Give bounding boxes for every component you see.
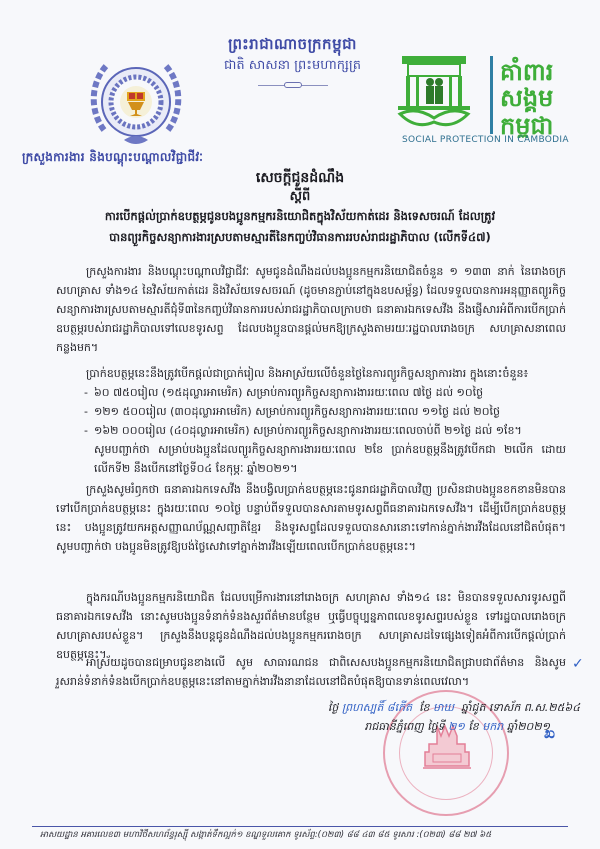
payment-item: - ១៦២ ០០០រៀល (៤០ដុល្លារអាមេរិក) សម្រាប់ការព្យួរកិច្ចសន្យាការងាររយៈពេលចាប់ពី ២១ថ្ងៃ ដល់ ១ខែ។ xyxy=(84,424,522,437)
handwritten-day: ២១ xyxy=(448,720,465,733)
svg-text:សង្គម: សង្គម xyxy=(500,84,554,112)
payment-amount: ១២១ ៥០០រៀល (៣០ដុល្លារអាមេរិក) xyxy=(94,405,252,418)
kingdom-title: ព្រះរាជាណាចក្រកម្ពុជា xyxy=(228,35,357,53)
payment-amount: ១៦២ ០០០រៀល (៤០ដុល្លារអាមេរិក) xyxy=(94,424,250,437)
notice-heading: សេចក្តីជូនដំណឹង xyxy=(255,170,345,186)
payment-item: - ៦០ ៧៥០រៀល (១៥ដុល្លារអាមេរិក) សម្រាប់ការព្យួរកិច្ចសន្យាការងាររយៈពេល ៧ថ្ងៃ ដល់ ១០ថ្ងៃ xyxy=(84,386,484,399)
footer-address: អាសយដ្ឋាន អគារលេខ៣ មហាវិថីសហព័ន្ធរុស្ស៊ី សង្កាត់ទឹកល្អក់១ ខណ្ឌទួលគោក ទូរស័ព្ទ:(០២៣) ៨៨ ៤៣ ៨៥ ទូរសារ :(០២៣) ៨៨ ២៧ ៦៥ xyxy=(40,830,492,840)
paragraph-reminder: ក្រសួងសូមរំឭកថា ធនាគារឯកទេសវីង នឹងបង្វិលប្រាក់ឧបត្ថម្ភនេះជូនរាជរដ្ឋាភិបាលវិញ ប្រសិនជាបងប្អូនខកខានមិនបានទៅបើកប្រាក់ឧបត្ថម្ភនេះ ក្នុងរយៈពេល ១០ថ្ងៃ បន្ទាប់ពីទទួលបានសារតាមទូរសព្ទពីធនាគារឯកទេសវីង។ ដើម្បីបើកប្រាក់ឧបត្ថម្ភនេះ បងប្អូនត្រូវយកអត្តសញ្ញាណប័ណ្ណសញ្ជាតិខ្មែរ និងទូរសព្ទដែលទទួលបានសារនោះទៅកាន់ភ្នាក់ងារវីងដែលនៅជិតបំផុត។ សូមបញ្ជាក់ថា បងប្អូនមិនត្រូវឱ្យបង់ថ្លៃសេវាទៅភ្នាក់ងារវីងឡើយពេលបើកប្រាក់ឧបត្ថម្ភនេះ។ xyxy=(56,483,566,553)
handwritten-lunar-day: ព្រហស្បតិ៍ ៨កើត xyxy=(341,701,413,714)
payment-description: សម្រាប់ការព្យួរកិច្ចសន្យាការងាររយៈពេលចាប់ពី ២១ថ្ងៃ ដល់ ១ខែ។ xyxy=(253,424,522,437)
signature-initial-icon: ಖ xyxy=(544,724,555,742)
notice-subject-line1: ការបើកផ្តល់ប្រាក់ឧបត្ថម្ភជូនបងប្អូនកម្មករនិយោជិតក្នុងវិស័យកាត់ដេរ និងទេសចរណ៍ ដែលត្រូវ xyxy=(104,209,496,223)
paragraph-announcement: ក្រសួងការងារ និងបណ្តុះបណ្តាលវិជ្ជាជីវៈ សូមជូនដំណឹងដល់បងប្អូនកម្មករនិយោជិតចំនួន ១ ១៣៣ នាក់ នៃរោងចក្រ សហគ្រាស ទាំង១៤ នៃវិស័យកាត់ដេរ និងវិស័យទេសចរណ៍ (ដូចមានភ្ជាប់នៅក្នុងឧបសម្ព័ន្ធ) ដែលទទួលបានការអនុញ្ញាតព្យួរកិច្ចសន្យាការងារស្របតាមស្មារតីជុំទី៣នៃកញ្ចប់វិធានការរបស់រាជរដ្ឋាភិបាលក្រាបថា ធនាគារឯកទេសវីង នឹងផ្ញើសារអំពីការបើកប្រាក់ឧបត្ថម្ភរបស់រាជរដ្ឋាភិបាលទៅលេខទូរសព្ទ ដែលបងប្អូនបានផ្តល់មកឱ្យក្រសួងតាមរយៈរដ្ឋបាលរោងចក្រ សហគ្រាសនាពេលកន្លងមក។ xyxy=(56,265,566,354)
notice-title xyxy=(40,168,560,248)
ornament-divider xyxy=(258,82,328,88)
payment-note: សូមបញ្ជាក់ថា សម្រាប់បងប្អូនដែលព្យួរកិច្ចសន្យាការងាររយៈពេល ២ខែ ប្រាក់ឧបត្ថម្ភនឹងត្រូវបើកជា ២លើក ដោយលើកទី២ នឹងបើកនៅថ្ងៃទី០៤ ខែកុម្ភៈ ឆ្នាំ២០២១។ xyxy=(94,443,566,475)
lunar-date: ថ្ងៃ ព្រហស្បតិ៍ ៨កើត ខែ មាឃ ឆ្នាំជូត ទោស័ក ព.ស.២៥៦៤ xyxy=(327,701,580,714)
ministry-name: ក្រសួងការងារ និងបណ្តុះបណ្តាលវិជ្ជាជីវៈ xyxy=(22,150,204,164)
payment-description: សម្រាប់ការព្យួរកិច្ចសន្យាការងាររយៈពេល ៧ថ្ងៃ ដល់ ១០ថ្ងៃ xyxy=(245,386,484,399)
paragraph-payment-amounts xyxy=(56,364,566,478)
payment-item: - ១២១ ៥០០រៀល (៣០ដុល្លារអាមេរិក) សម្រាប់ការព្យួរកិច្ចសន្យាការងាររយៈពេល ១១ថ្ងៃ ដល់ ២០ថ្ងៃ xyxy=(84,405,501,418)
social-protection-caption: SOCIAL PROTECTION IN CAMBODIA xyxy=(402,135,569,145)
payment-intro: ប្រាក់ឧបត្ថម្ភនេះនឹងត្រូវបើកផ្តល់ជាប្រាក់រៀល និងអាស្រ័យលើចំនួនថ្ងៃនៃការព្យួរកិច្ចសន្យាការងារ ក្នុងនោះចំនួន៖ xyxy=(86,367,529,380)
notice-subject-line2: បានព្យួរកិច្ចសន្យាការងារស្របតាមស្មារតីនៃកញ្ចប់វិធានការរបស់រាជរដ្ឋាភិបាល (លើកទី៤៧) xyxy=(109,230,491,244)
footer-divider xyxy=(32,826,568,827)
svg-text:គាំពារ: គាំពារ xyxy=(500,58,554,86)
national-motto: ជាតិ សាសនា ព្រះមហាក្សត្រ xyxy=(224,58,361,73)
paragraph-contact-info: ក្នុងករណីបងប្អូនកម្មករនិយោជិត ដែលបម្រើការងារនៅរោងចក្រ សហគ្រាស ទាំង១៤ នេះ មិនបានទទួលសារទូរសព្ទពីធនាគារឯកទេសវីង នោះសូមបងប្អូនទំនាក់ទំនងសួរព័ត៌មានបន្ថែម ឬធ្វើបច្ចុប្បន្នភាពលេខទូរសព្ទរបស់ខ្លួន ទៅរដ្ឋបាលរោងចក្រ សហគ្រាសរបស់ខ្លួន។ ក្រសួងនឹងបន្តជូនដំណឹងដល់បងប្អូនកម្មកររោងចក្រ សហគ្រាសដទៃផ្សេងទៀតអំពីការបើកផ្តល់ប្រាក់ឧបត្ថម្ភនេះ។ xyxy=(56,591,566,661)
payment-amount: ៦០ ៧៥០រៀល (១៥ដុល្លារអាមេរិក) xyxy=(94,386,243,399)
notice-subject-label: ស្តីពី xyxy=(289,189,311,204)
handwritten-lunar-month: មាឃ xyxy=(433,701,454,714)
dateline xyxy=(250,698,580,736)
social-protection-logo-icon xyxy=(392,48,592,148)
lunar-year: ឆ្នាំជូត ទោស័ក ព.ស.២៥៦៤ xyxy=(461,701,580,714)
gregorian-date: រាជធានីភ្នំពេញ ថ្ងៃទី ២១ ខែ មករា ឆ្នាំ២០២១ xyxy=(364,720,550,733)
handwritten-month: មករា xyxy=(482,720,504,733)
kingdom-heading xyxy=(200,34,385,88)
handwritten-initial-icon: ✓ xyxy=(572,656,584,672)
year: ឆ្នាំ២០២១ xyxy=(506,720,550,733)
paragraph-closing: អាស្រ័យដូចបានជម្រាបជូនខាងលើ សូម សាធារណជន ជាពិសេសបងប្អូនកម្មករនិយោជិតជ្រាបជាព័ត៌មាន និងសូមរួសរាន់ទំនាក់ទំនងបើកប្រាក់ឧបត្ថម្ភនេះនៅតាមភ្នាក់ងារវីងនានាដែលនៅជិតបំផុតឱ្យបានទាន់ពេលវេលា។ xyxy=(56,656,566,688)
payment-description: សម្រាប់ការព្យួរកិច្ចសន្យាការងាររយៈពេល ១១ថ្ងៃ ដល់ ២០ថ្ងៃ xyxy=(255,405,501,418)
svg-text:កម្ពុជា: កម្ពុជា xyxy=(500,112,554,138)
ministry-of-labour-emblem-icon xyxy=(86,52,186,152)
